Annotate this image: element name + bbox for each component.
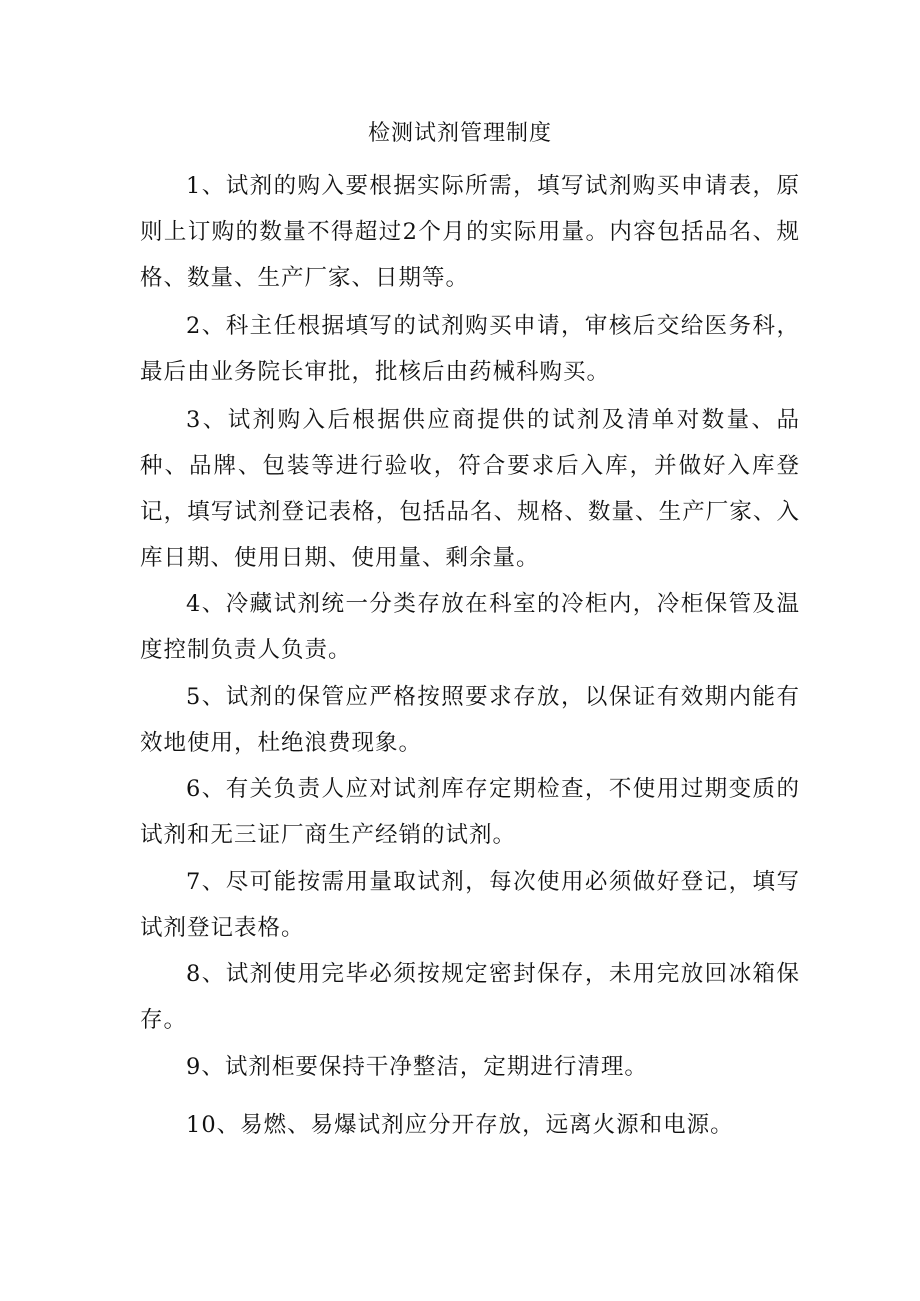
rule-4: 4、冷藏试剂统一分类存放在科室的冷柜内，冷柜保管及温度控制负责人负责。	[140, 591, 800, 663]
rule-1: 1、试剂的购入要根据实际所需，填写试剂购买申请表，原则上订购的数量不得超过2个月的实际用量。内容包括品名、规格、数量、生产厂家、日期等。	[140, 173, 800, 291]
document-title: 检测试剂管理制度	[367, 121, 552, 146]
rule-5: 5、试剂的保管应严格按照要求存放，以保证有效期内能有效地使用，杜绝浪费现象。	[140, 684, 800, 756]
rule-3: 3、试剂购入后根据供应商提供的试剂及清单对数量、品种、品牌、包装等进行验收，符合要求后入库，并做好入库登记，填写试剂登记表格，包括品名、规格、数量、生产厂家、入库日期、使用日期、使用量、剩余量。	[140, 407, 800, 571]
rule-10: 10、易燃、易爆试剂应分开存放，远离火源和电源。	[186, 1112, 734, 1138]
rule-2: 2、科主任根据填写的试剂购买申请，审核后交给医务科，最后由业务院长审批，批核后由药械科购买。	[140, 313, 800, 385]
rule-7: 7、尽可能按需用量取试剂，每次使用必须做好登记，填写试剂登记表格。	[140, 869, 800, 941]
rule-6: 6、有关负责人应对试剂库存定期检查，不使用过期变质的试剂和无三证厂商生产经销的试剂。	[140, 776, 800, 848]
rule-9: 9、试剂柜要保持干净整洁，定期进行清理。	[186, 1054, 648, 1080]
rule-8: 8、试剂使用完毕必须按规定密封保存，未用完放回冰箱保存。	[140, 961, 800, 1033]
